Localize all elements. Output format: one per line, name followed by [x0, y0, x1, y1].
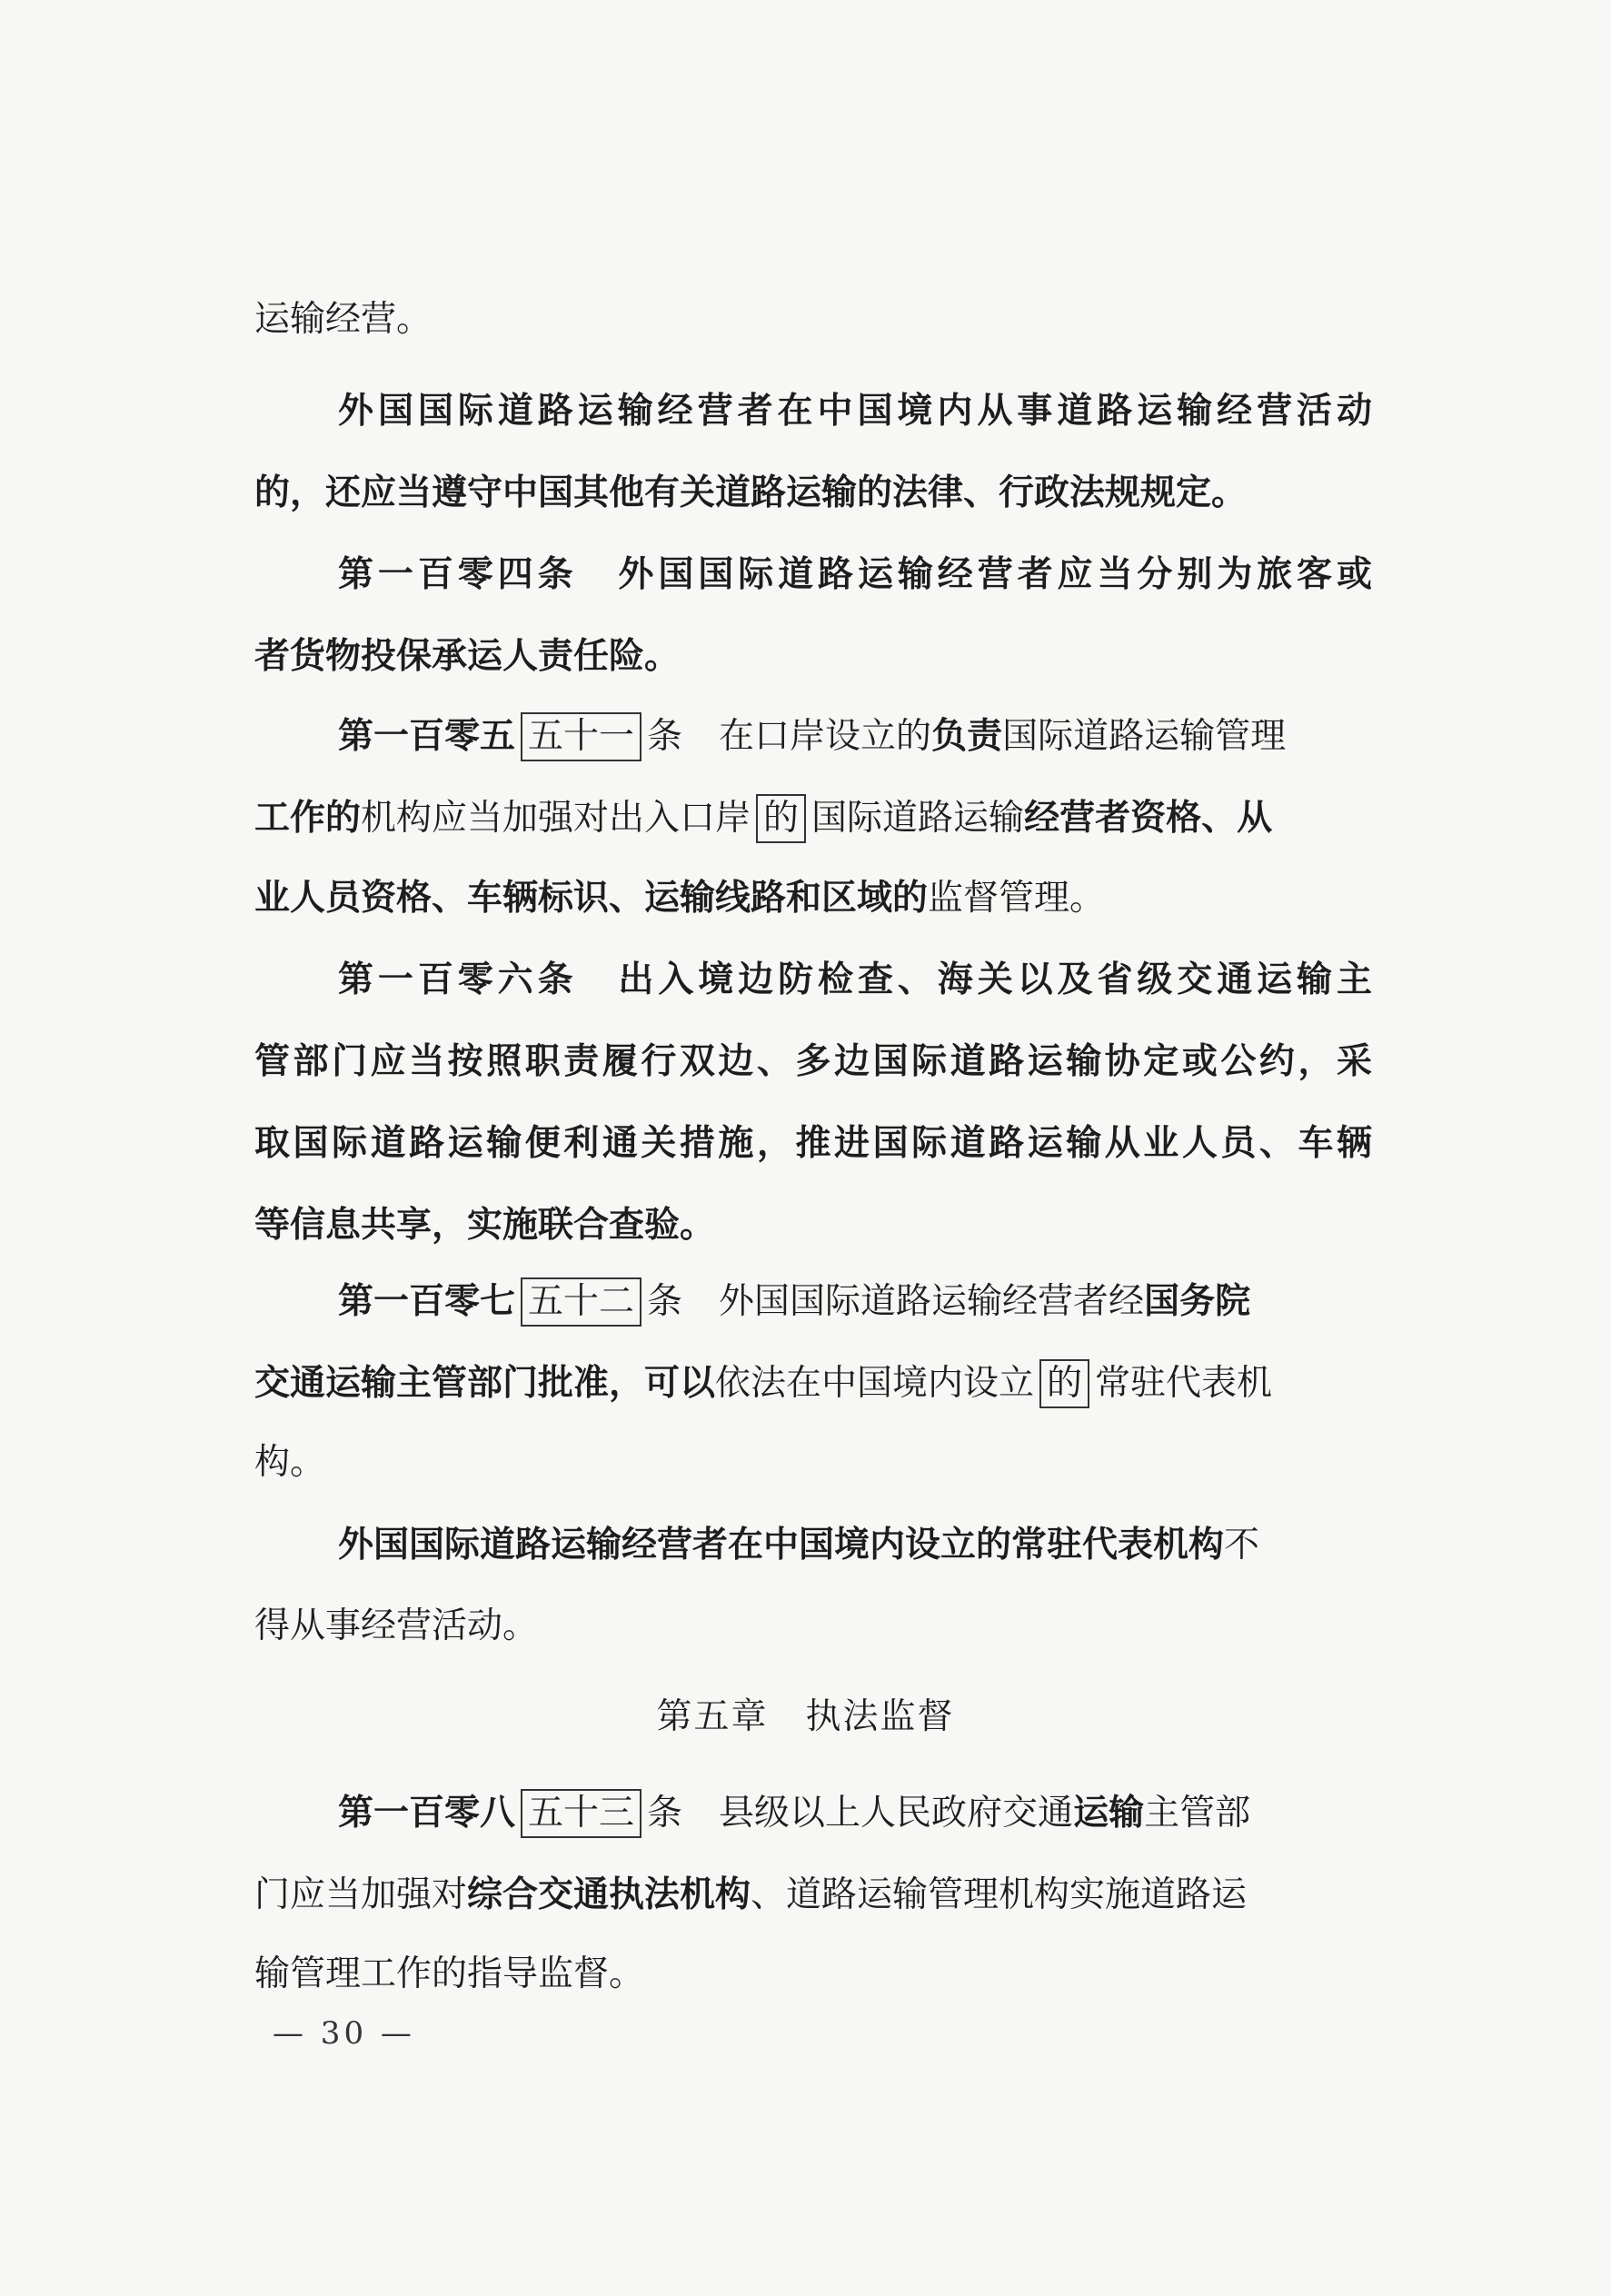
text-line [338, 1785, 1456, 1841]
paragraph-text: 外国国际道路运输经营者在中国境内从事道路运输经营活动 [338, 390, 1372, 432]
paragraph-text: 构。 [254, 1442, 326, 1483]
bold-text: 外国国际道路运输经营者在中国境内设立的常驻代表机构 [338, 1524, 1225, 1565]
article-number: 第一百零七 [338, 1280, 516, 1322]
chapter-heading: 第五章 执法监督 [656, 1696, 955, 1737]
article-suffix: 条 [647, 1281, 683, 1322]
paragraph-text: 不 [1224, 1525, 1260, 1565]
paragraph-text: 国际道路运输 [811, 798, 1025, 839]
text-line [254, 1198, 1372, 1252]
article-number: 第一百零八 [338, 1792, 516, 1834]
text-line [254, 870, 1372, 926]
paragraph-text: 得从事经营活动。 [254, 1605, 539, 1646]
inserted-box: 五十一 [521, 712, 641, 761]
text-line [338, 952, 1372, 1007]
paragraph-text: 常驻代表机 [1095, 1363, 1273, 1404]
text-line [338, 1517, 1456, 1573]
text-line [254, 1599, 1372, 1654]
paragraph-text: 外国国际道路运输经营者应当分别为旅客或 [613, 553, 1372, 595]
text-line [254, 293, 1372, 347]
paragraph-text: 外国国际道路运输经营者经 [719, 1281, 1145, 1322]
bold-text: 经营者资格、从 [1024, 797, 1273, 839]
paragraph-text: 的，还应当遵守中国其他有关道路运输的法律、行政法规规定。 [254, 472, 1248, 513]
paragraph-text: 依法在中国境内设立 [715, 1363, 1035, 1404]
paragraph-text: 等信息共享，实施联合查验。 [254, 1204, 716, 1246]
text-line [338, 383, 1372, 438]
paragraph-text: 运输经营。 [254, 299, 433, 340]
paragraph-text: 管部门应当按照职责履行双边、多边国际道路运输协定或公约，采 [254, 1040, 1372, 1082]
text-line [254, 1867, 1372, 1923]
article-number: 第一百零六条 [338, 959, 578, 1000]
text-line [338, 547, 1372, 601]
text-line [254, 1034, 1372, 1088]
bold-text: 交通运输主管部门批准，可以 [254, 1362, 716, 1404]
text-line [254, 1436, 1372, 1490]
paragraph-text: 者货物投保承运人责任险。 [254, 635, 681, 677]
article-number: 第一百零五 [338, 715, 516, 757]
page-number: — 30 — [273, 2015, 415, 2052]
paragraph-text: 县级以上人民政府交通 [719, 1793, 1074, 1834]
paragraph-text: 机构应当加强对出入口岸 [361, 798, 751, 839]
inserted-box: 五十三 [521, 1789, 641, 1838]
inserted-box: 的 [1039, 1359, 1089, 1408]
paragraph-text: 国际道路运输管理 [1002, 716, 1287, 757]
text-line [254, 1116, 1372, 1170]
bold-text: 国务院 [1144, 1280, 1251, 1322]
article-suffix: 条 [647, 1793, 683, 1834]
bold-text: 运输 [1073, 1792, 1145, 1834]
bold-text: 工作的 [254, 797, 362, 839]
paragraph-text: 、道路运输管理机构实施道路运 [751, 1874, 1248, 1915]
bold-text: 综合交通执法机构 [467, 1874, 751, 1915]
paragraph-text: 主管部 [1144, 1793, 1251, 1834]
inserted-box: 的 [756, 794, 806, 843]
text-line [338, 709, 1456, 764]
article-number: 第一百零四条 [338, 553, 578, 595]
inserted-box: 五十二 [521, 1277, 641, 1327]
paragraph-text: 监督管理。 [928, 878, 1106, 919]
text-line [254, 629, 1372, 683]
paragraph-text: 出入境边防检查、海关以及省级交通运输主 [613, 959, 1372, 1000]
text-line [338, 1274, 1456, 1329]
bold-text: 负责 [931, 715, 1003, 757]
bold-text: 业人员资格、车辆标识、运输线路和区域的 [254, 877, 929, 919]
paragraph-text: 输管理工作的指导监督。 [254, 1953, 645, 1994]
text-line [254, 790, 1372, 846]
text-line [254, 1947, 1372, 2002]
text-line [254, 465, 1372, 520]
article-suffix: 条 [647, 716, 683, 757]
paragraph-text: 门应当加强对 [254, 1874, 468, 1915]
text-line [254, 1356, 1372, 1411]
paragraph-text: 取国际道路运输便利通关措施，推进国际道路运输从业人员、车辆 [254, 1122, 1372, 1164]
paragraph-text: 在口岸设立的 [719, 716, 932, 757]
